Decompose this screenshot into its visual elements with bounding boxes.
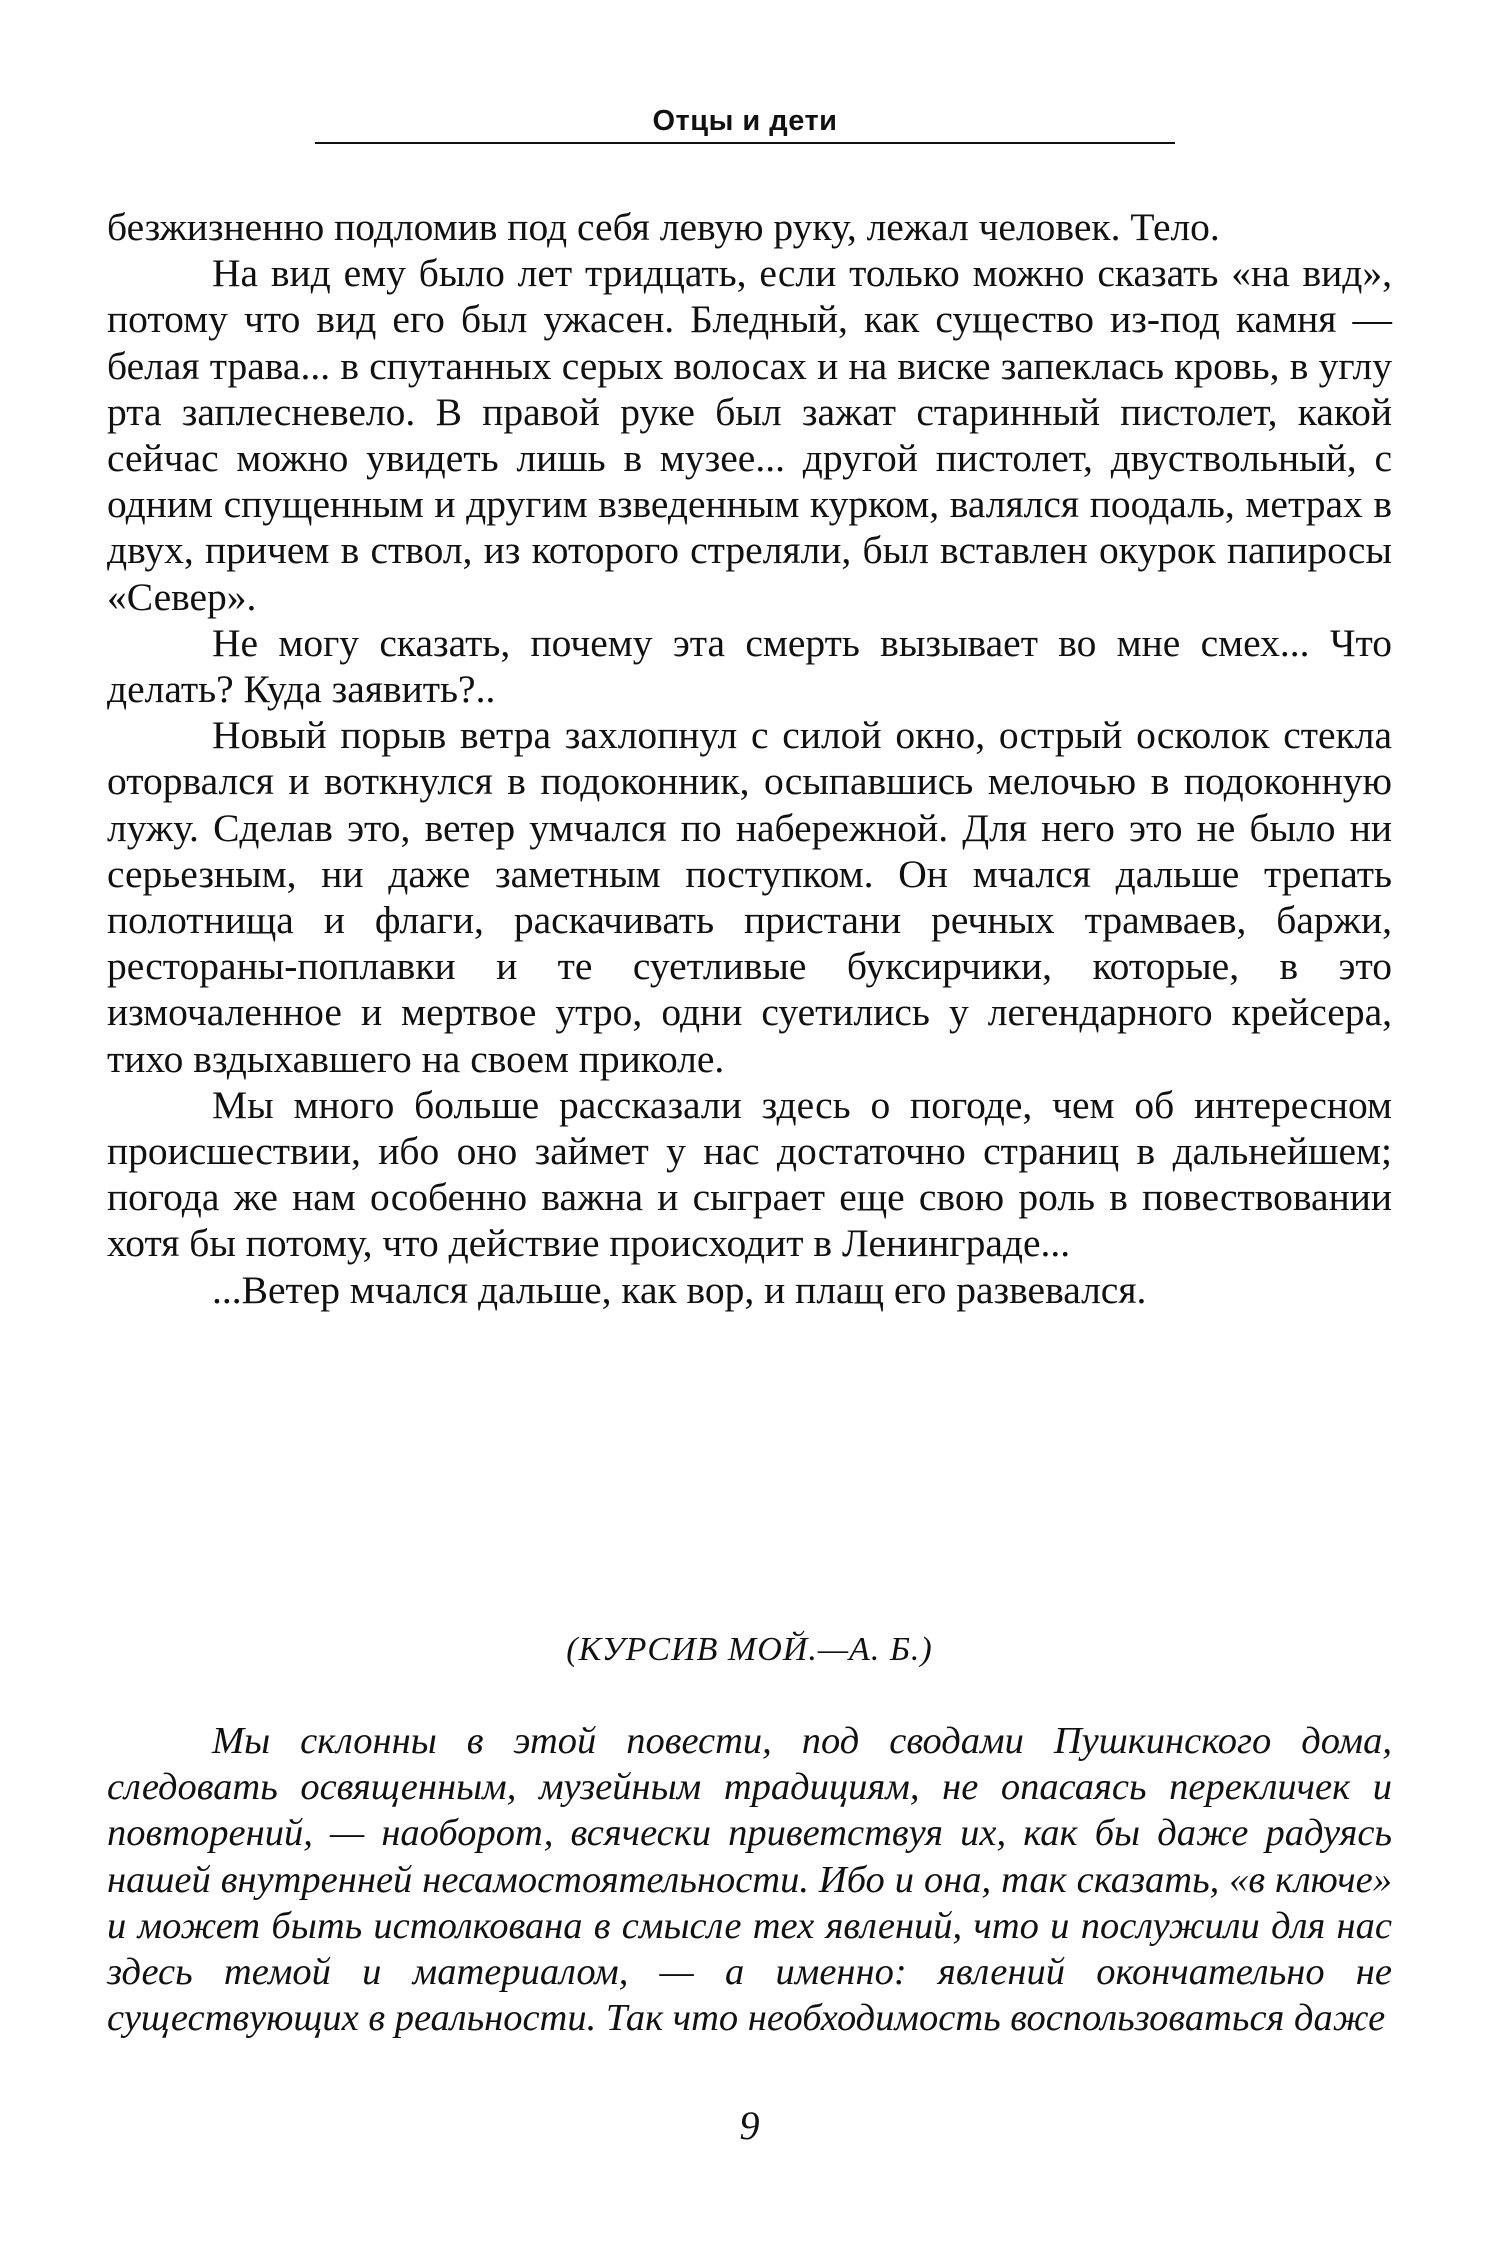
paragraph-4: Новый порыв ветра захлопнул с силой окно, острый осколок стекла оторвался и воткнулся в подоконник, осыпавшись мелочью в подоконную лужу. Сделав это, ветер умчался по набережной. Для него это не было ни серьезным, ни даже заметным поступком. Он мчался дальше трепать полотнища и флаги, раскачивать пристани речных трамваев, баржи, рестораны-поплавки и те суетливые буксирчики, которые, в это измочаленное и мертвое утро, одни суетились у легендарного крейсера, тихо вздыхавшего на своем приколе. xyxy=(107,713,1392,1081)
running-head: Отцы и дети xyxy=(652,105,838,137)
paragraph-1: безжизненно подломив под себя левую руку, лежал человек. Тело. xyxy=(107,205,1220,249)
section-title: (КУРСИВ МОЙ.—А. Б.) xyxy=(566,1631,933,1668)
paragraph-2: На вид ему было лет тридцать, если только можно сказать «на вид», потому что вид его был ужасен. Бледный, как существо из-под камня — белая трава... в спутанных серых волосах и на виске запеклась кровь, в углу рта заплесневело. В правой руке был зажат старинный пистолет, какой сейчас можно увидеть лишь в музее... другой пистолет, двуствольный, с одним спущенным и другим взведенным курком, валялся поодаль, метрах в двух, причем в ствол, из которого стреляли, был вставлен окурок папиросы «Север». xyxy=(107,251,1392,619)
italic-text xyxy=(107,1718,1392,2041)
running-head-rule xyxy=(315,142,1175,144)
paragraph-6: ...Ветер мчался дальше, как вор, и плащ его развевался. xyxy=(212,1267,1147,1312)
page-number: 9 xyxy=(739,2103,760,2148)
italic-paragraph: Мы склонны в этой повести, под сводами Пушкинского дома, следовать освященным, музейным традициям, не опасаясь перекличек и повторений, — наоборот, всячески приветствуя их, как бы даже радуясь нашей внутренней несамостоятельности. Ибо и она, так сказать, «в ключе» и может быть истолкована в смысле тех явлений, что и послужили для нас здесь темой и материалом, — а именно: явлений окончательно не существующих в реальности. Так что необходимость воспользоваться даже xyxy=(107,1720,1392,2040)
paragraph-3: Не могу сказать, почему эта смерть вызывает во мне смех... Что делать? Куда заявить?.. xyxy=(107,620,1392,712)
main-text xyxy=(107,204,1392,1313)
paragraph-5: Мы много больше рассказали здесь о погоде, чем об интересном происшествии, ибо оно займет у нас достаточно страниц в дальнейшем; погода же нам особенно важна и сыграет еще свою роль в повествовании хотя бы потому, что действие происходит в Ленинграде... xyxy=(107,1082,1392,1266)
